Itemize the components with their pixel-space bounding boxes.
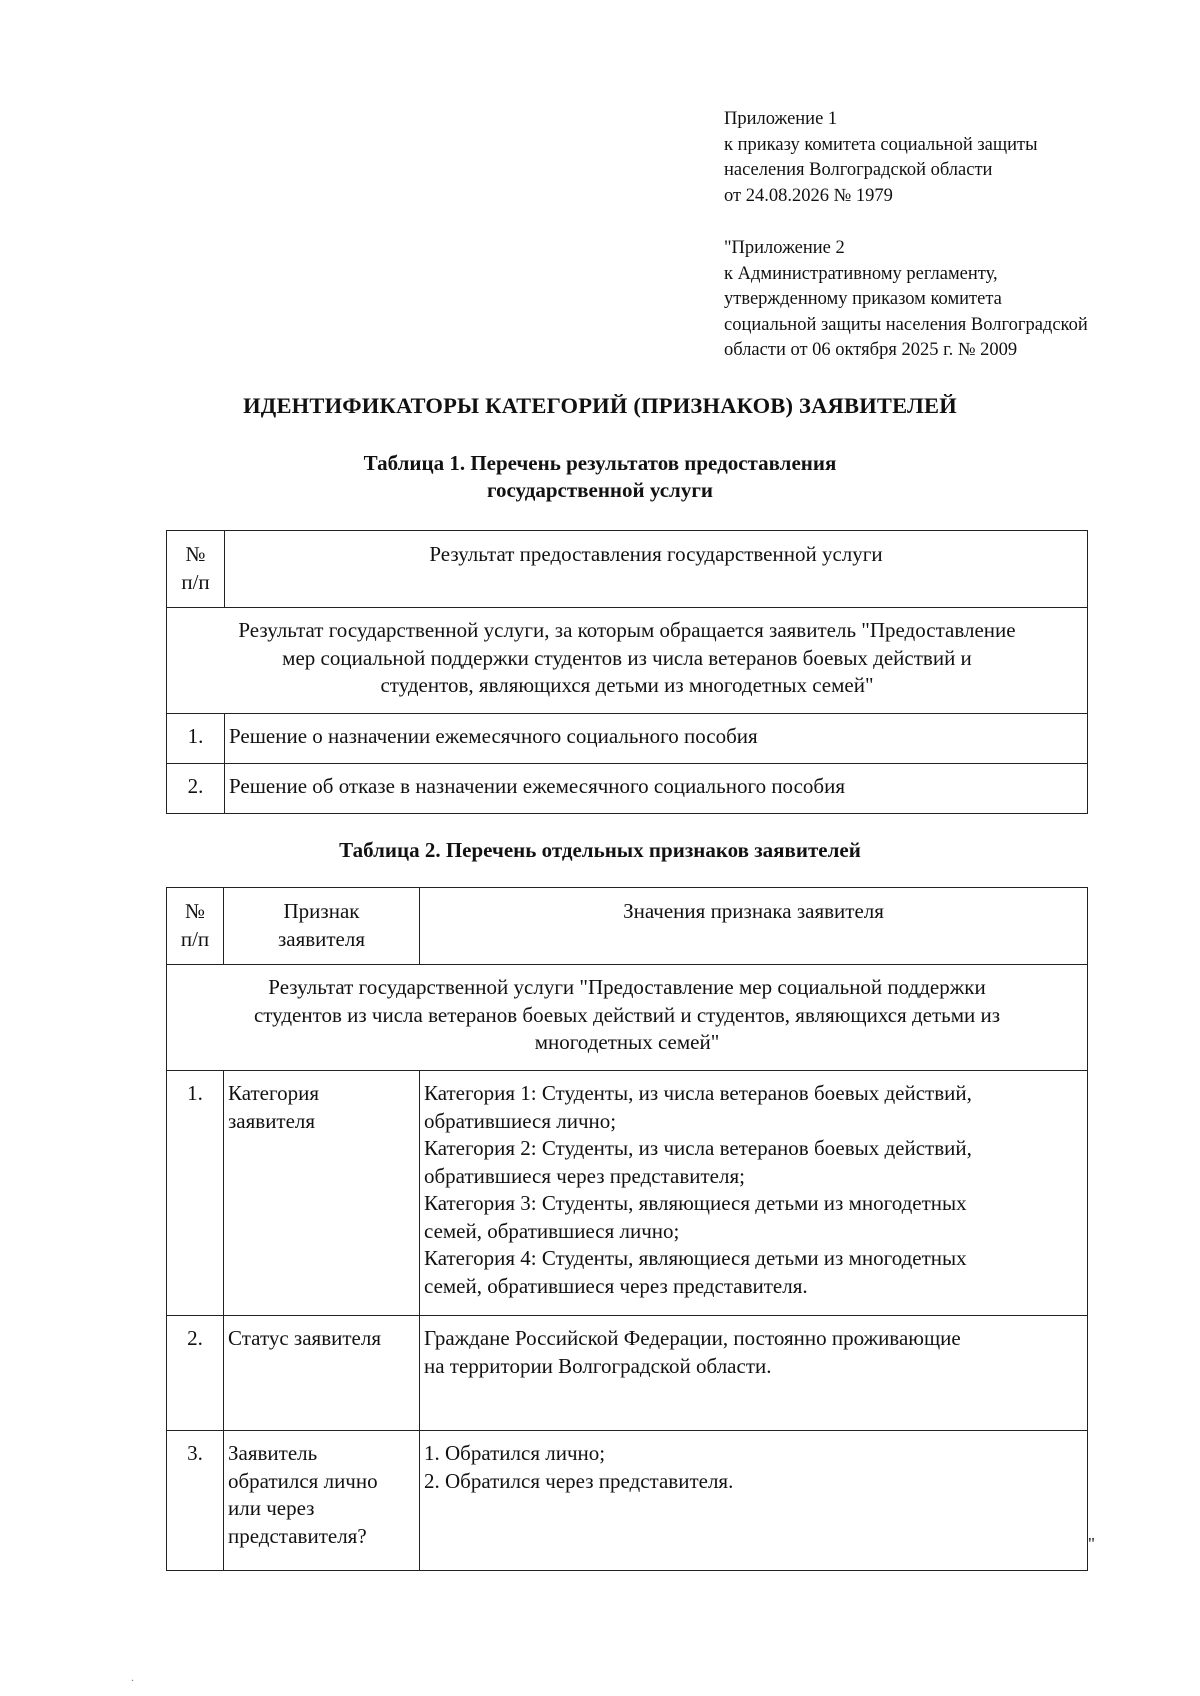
table-header-row <box>167 888 1088 965</box>
header-attribute: Признак заявителя <box>224 888 420 965</box>
row-values: Граждане Российской Федерации, постоянно проживающие на территории Волгоградской области. <box>420 1316 1088 1431</box>
appendix-line: социальной защиты населения Волгоградской <box>724 314 1088 335</box>
header-values: Значения признака заявителя <box>420 888 1088 965</box>
span-row-text: Результат государственной услуги, за которым обращается заявитель "Предоставление мер социальной поддержки студентов из числа ветеранов боевых действий и студентов, являющихся детьми из многодетных семей" <box>167 608 1088 714</box>
caption-line: Таблица 1. Перечень результатов предоставления <box>363 451 837 475</box>
appendix-line: к Административному регламенту, <box>724 263 998 284</box>
table-span-row <box>167 608 1088 714</box>
table-row <box>167 764 1088 814</box>
caption-line: Таблица 2. Перечень отдельных признаков заявителей <box>339 838 861 862</box>
closing-quote: " <box>1088 1534 1095 1553</box>
appendix-line: "Приложение 2 <box>724 238 845 258</box>
scan-mark: . <box>131 1670 134 1684</box>
results-table <box>166 530 1088 814</box>
table-header-row <box>167 531 1088 608</box>
appendix-line: населения Волгоградской области <box>724 160 993 180</box>
table2-caption <box>0 837 1200 864</box>
row-num: 3. <box>167 1431 224 1571</box>
applicant-attributes-table <box>166 887 1088 1571</box>
header-num: № п/п <box>167 531 225 608</box>
table-row <box>167 1431 1088 1571</box>
caption-line: государственной услуги <box>487 478 713 502</box>
table-span-row <box>167 965 1088 1071</box>
appendix-line: утвержденному приказом комитета <box>724 289 1002 309</box>
table-row <box>167 1316 1088 1431</box>
appendix-line: области от 06 октября 2025 г. № 2009 <box>724 340 1018 360</box>
row-num: 2. <box>167 1316 224 1431</box>
appendix-line: к приказу комитета социальной защиты <box>724 134 1038 155</box>
row-num: 1. <box>167 714 225 764</box>
document-title: ИДЕНТИФИКАТОРЫ КАТЕГОРИЙ (ПРИЗНАКОВ) ЗАЯВИТЕЛЕЙ <box>243 393 957 418</box>
appendix-line: от 24.08.2026 № 1979 <box>724 185 893 206</box>
row-values: Категория 1: Студенты, из числа ветеранов боевых действий, обратившиеся лично; Категория 2: Студенты, из числа ветеранов боевых действий, обратившиеся через представителя; Категория 3: Студенты, являющиеся детьми из многодетных семей, обратившиеся лично; Категория 4: Студенты, являющиеся детьми из многодетных семей, обратившиеся через представителя. <box>420 1071 1088 1316</box>
header-result: Результат предоставления государственной услуги <box>225 531 1088 608</box>
appendix-line: Приложение 1 <box>724 109 838 129</box>
table1-caption <box>0 450 1200 504</box>
row-values: 1. Обратился лично; 2. Обратился через представителя. <box>420 1431 1088 1571</box>
row-attribute: Статус заявителя <box>224 1316 420 1431</box>
row-text: Решение об отказе в назначении ежемесячного социального пособия <box>225 764 1088 814</box>
row-text: Решение о назначении ежемесячного социального пособия <box>225 714 1088 764</box>
row-num: 1. <box>167 1071 224 1316</box>
table-row <box>167 1071 1088 1316</box>
row-num: 2. <box>167 764 225 814</box>
row-attribute: Заявитель обратился лично или через представителя? <box>224 1431 420 1571</box>
appendix-header <box>724 107 1164 364</box>
header-num: № п/п <box>167 888 224 965</box>
table-row <box>167 714 1088 764</box>
span-row-text: Результат государственной услуги "Предоставление мер социальной поддержки студентов из числа ветеранов боевых действий и студентов, являющихся детьми из многодетных семей" <box>167 965 1088 1071</box>
row-attribute: Категория заявителя <box>224 1071 420 1316</box>
